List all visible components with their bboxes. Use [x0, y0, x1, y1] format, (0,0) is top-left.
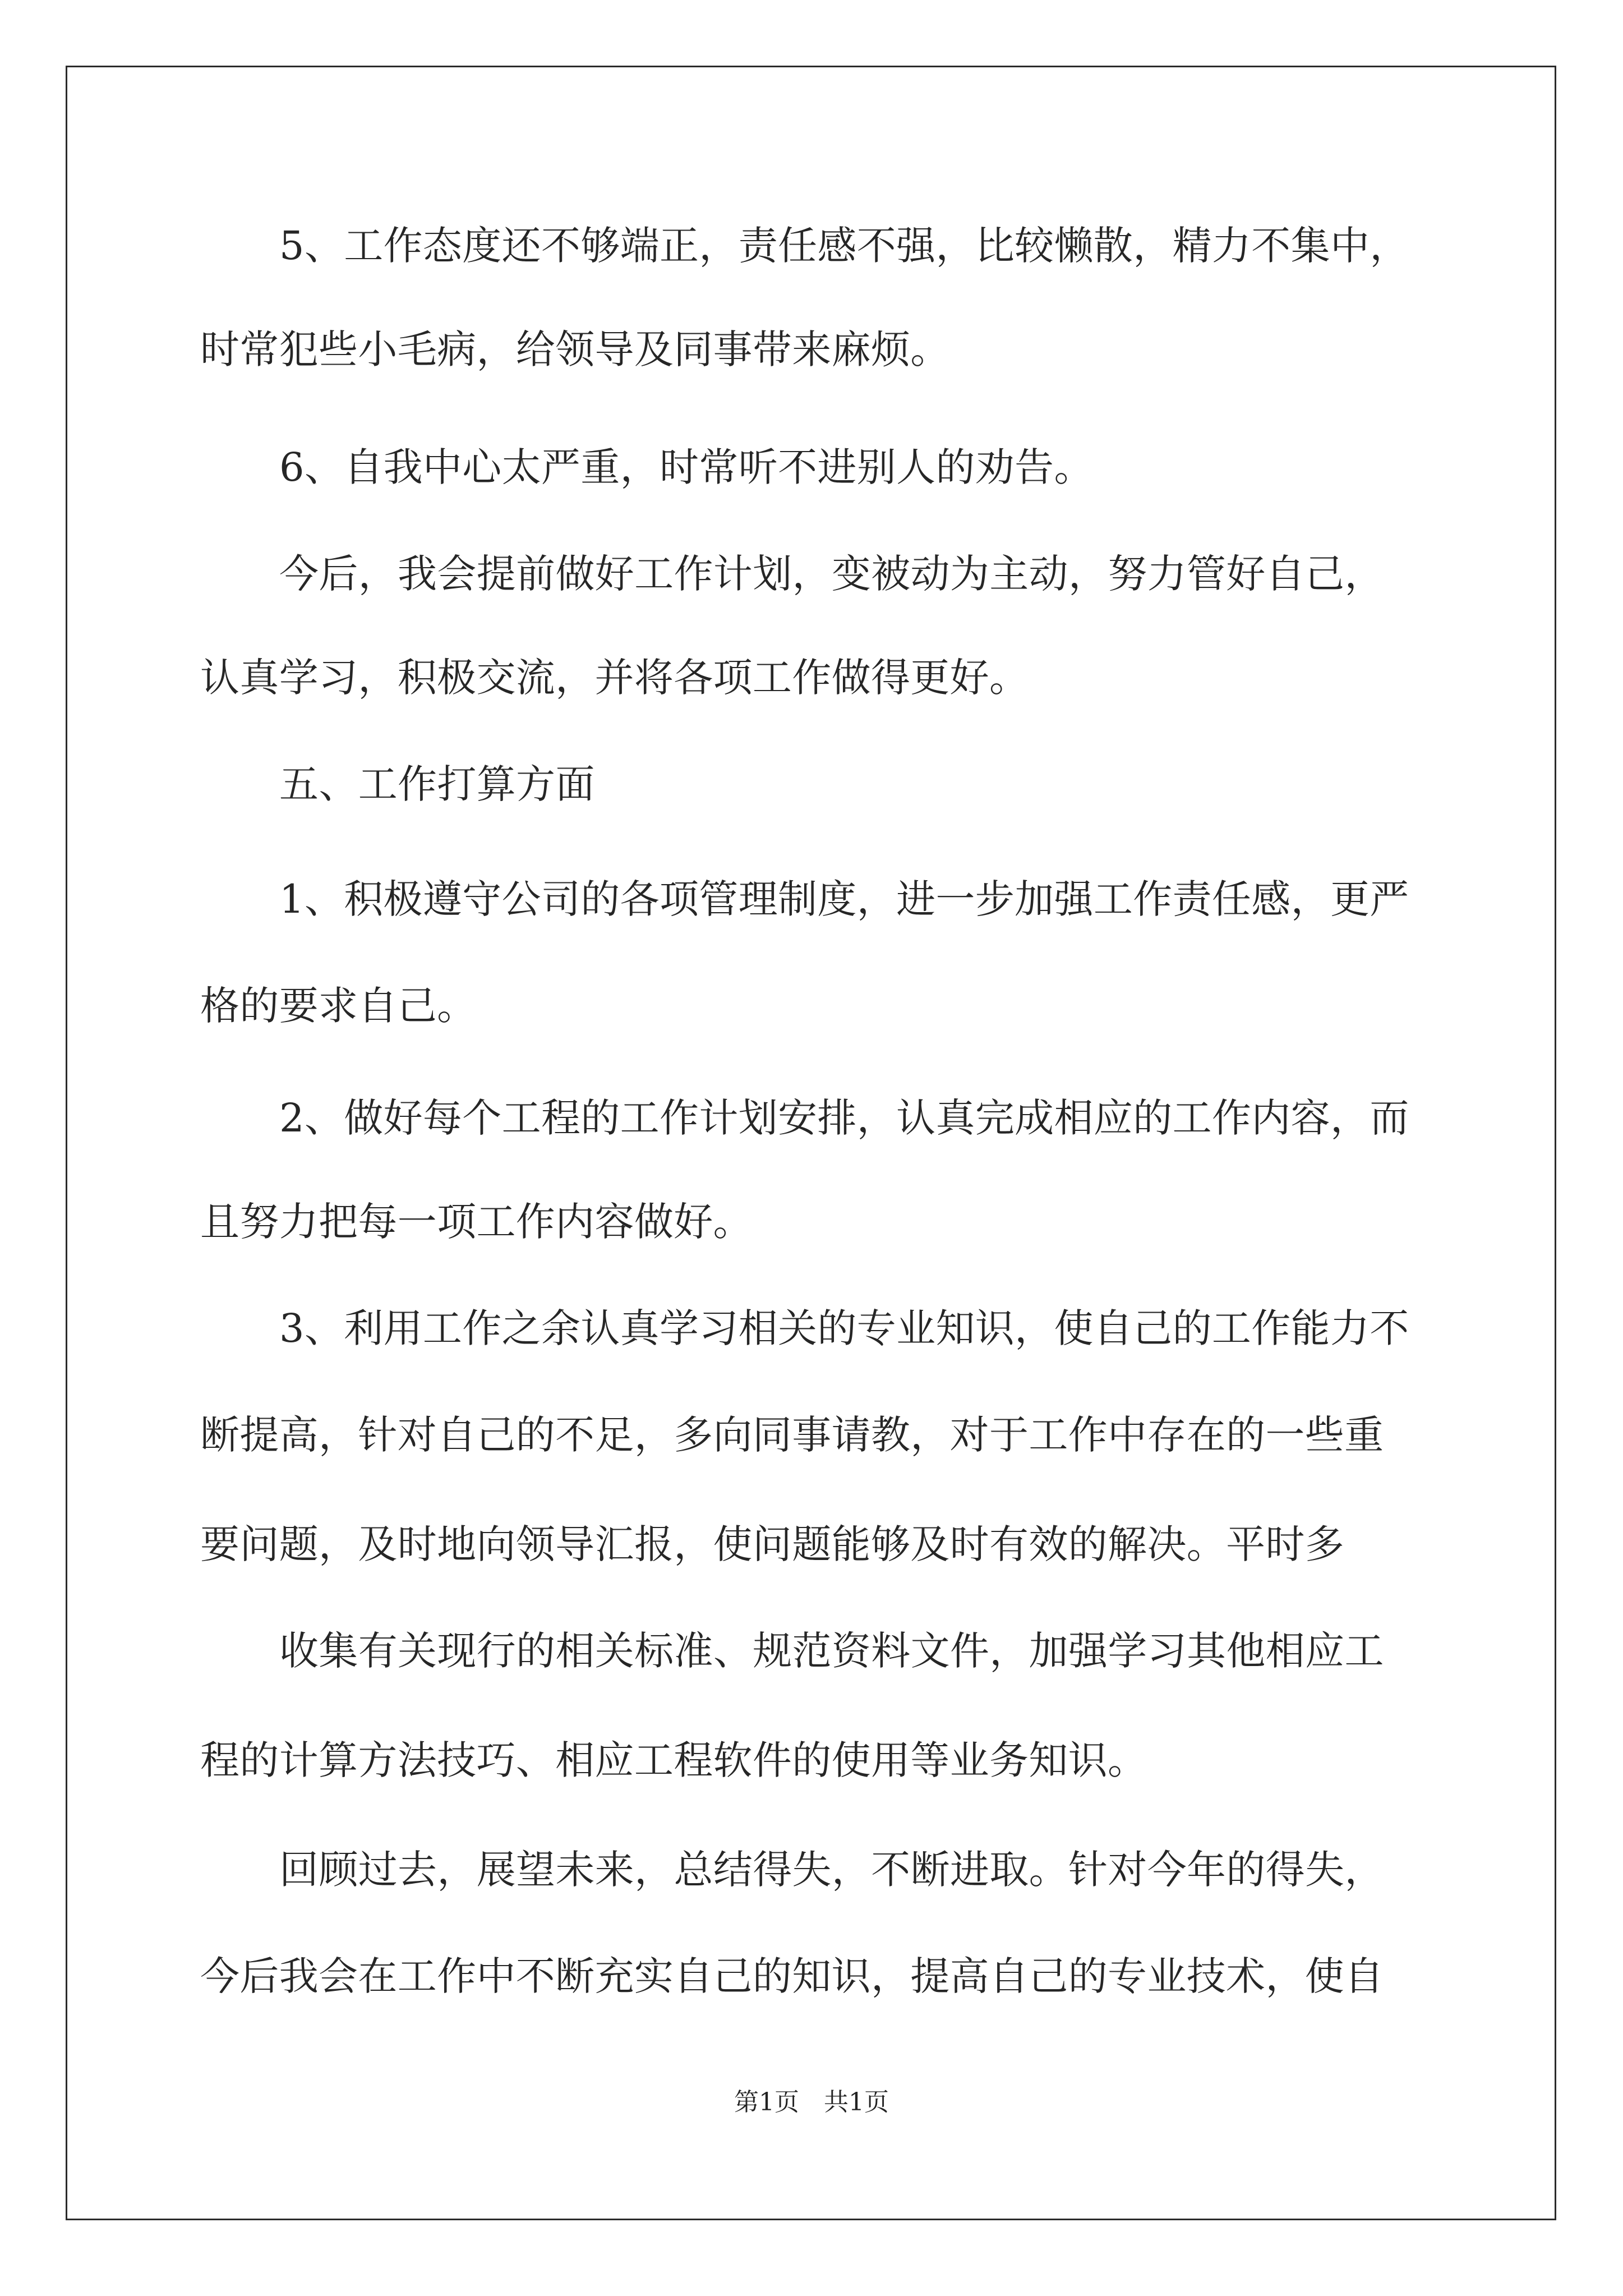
- body-line: 回顾过去，展望未来，总结得失，不断进取。针对今年的得失，: [279, 1847, 1384, 1893]
- body-line: 6、自我中心太严重，时常听不进别人的劝告。: [279, 444, 1094, 490]
- body-line: 且努力把每一项工作内容做好。: [200, 1199, 753, 1245]
- body-line: 3、利用工作之余认真学习相关的专业知识，使自己的工作能力不: [279, 1305, 1409, 1351]
- body-line: 要问题，及时地向领导汇报，使问题能够及时有效的解决。平时多: [200, 1521, 1345, 1567]
- body-line: 时常犯些小毛病，给领导及同事带来麻烦。: [200, 326, 950, 372]
- body-line: 认真学习，积极交流，并将各项工作做得更好。: [200, 655, 1029, 701]
- body-line: 格的要求自己。: [200, 983, 477, 1029]
- body-line: 2、做好每个工程的工作计划安排，认真完成相应的工作内容，而: [279, 1095, 1409, 1141]
- body-line: 1、积极遵守公司的各项管理制度，进一步加强工作责任感，更严: [279, 876, 1409, 922]
- section-heading: 五、工作打算方面: [279, 761, 595, 807]
- body-line: 今后我会在工作中不断充实自己的知识，提高自己的专业技术，使自: [200, 1953, 1384, 1999]
- body-line: 程的计算方法技巧、相应工程软件的使用等业务知识。: [200, 1737, 1147, 1783]
- body-line: 断提高，针对自己的不足，多向同事请教，对于工作中存在的一些重: [200, 1412, 1384, 1458]
- body-line: 今后，我会提前做好工作计划，变被动为主动，努力管好自己，: [279, 551, 1384, 597]
- body-line: 收集有关现行的相关标准、规范资料文件，加强学习其他相应工: [279, 1628, 1384, 1674]
- page-number-footer: 第1页 共1页: [734, 2088, 889, 2116]
- body-line: 5、工作态度还不够端正，责任感不强，比较懒散，精力不集中，: [279, 223, 1409, 269]
